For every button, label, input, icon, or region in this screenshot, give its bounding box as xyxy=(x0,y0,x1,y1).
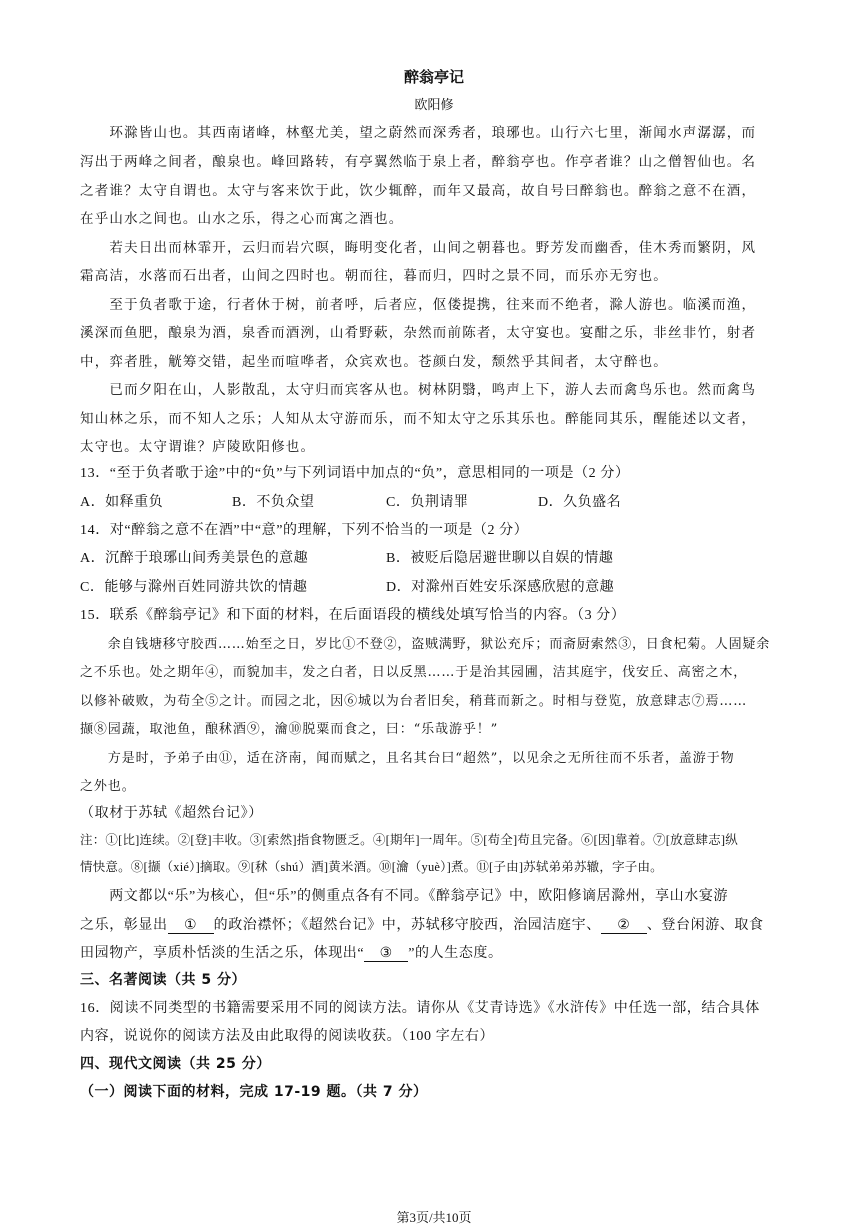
material-note: 注：①[比]连续。②[登]丰收。③[索然]指食物匮乏。④[期年]一周年。⑤[苟全]苟且完备。⑥[因]靠着。⑦[放意肆志]纵 xyxy=(80,833,738,847)
q15-blank-2[interactable]: ② xyxy=(601,919,647,934)
material-line: 余自钱塘移守胶西……始至之日，岁比①不登②，盗贼满野，狱讼充斥；而斋厨索然③，日食杞菊。人固疑余 xyxy=(80,637,771,652)
section-4-heading: 四、现代文阅读（共 25 分） xyxy=(80,1056,271,1072)
q13-option-c[interactable]: C．负荆请罪 xyxy=(386,495,469,510)
question-15-stem: 15．联系《醉翁亭记》和下面的材料，在后面语段的横线处填写恰当的内容。（3 分） xyxy=(80,608,626,623)
passage-line: 之者谁？太守自谓也。太守与客来饮于此，饮少辄醉，而年又最高，故自号曰醉翁也。醉翁之意不在酒， xyxy=(80,183,757,199)
material-line: 以修补破败，为苟全⑤之计。而园之北，因⑥城以为台者旧矣，稍葺而新之。时相与登览，放意肆志⑦焉…… xyxy=(80,694,748,709)
subsection-1-heading: （一）阅读下面的材料，完成 17-19 题。（共 7 分） xyxy=(80,1084,428,1100)
q15-paragraph-text: 之乐，彰显出 xyxy=(80,918,168,933)
question-14-stem: 14．对“醉翁之意不在酒”中“意”的理解，下列不恰当的一项是（2 分） xyxy=(80,523,529,538)
passage-line: 泻出于两峰之间者，酿泉也。峰回路转，有亭翼然临于泉上者，醉翁亭也。作亭者谁？山之僧智仙也。名 xyxy=(80,154,757,170)
material-line: 撷⑧园蔬，取池鱼，酿秫酒⑨，瀹⑩脱粟而食之，曰：“乐哉游乎！” xyxy=(80,722,499,737)
q13-option-a[interactable]: A．如释重负 xyxy=(80,495,164,510)
q15-paragraph-text: ”的人生态度。 xyxy=(408,946,503,961)
passage-author: 欧阳修 xyxy=(414,98,454,113)
q13-option-d[interactable]: D．久负盛名 xyxy=(538,495,622,510)
passage-line: 知山林之乐，而不知人之乐；人知从太守游而乐，而不知太守之乐其乐也。醉能同其乐，醒能述以文者， xyxy=(80,411,757,427)
passage-line: 已而夕阳在山，人影散乱，太守归而宾客从也。树林阴翳，鸣声上下，游人去而禽鸟乐也。然而禽鸟 xyxy=(80,382,757,398)
page-number: 第3页/共10页 xyxy=(396,1210,472,1225)
material-line: 之不乐也。处之期年④，而貌加丰，发之白者，日以反黑……于是治其园圃，洁其庭宇，伐安丘、高密之木， xyxy=(80,665,748,680)
passage-line: 若夫日出而林霏开，云归而岩穴暝，晦明变化者，山间之朝暮也。野芳发而幽香，佳木秀而繁阴，风 xyxy=(80,240,757,256)
question-16-line: 内容，说说你的阅读方法及由此取得的阅读收获。（100 字左右） xyxy=(80,1029,495,1044)
section-3-heading: 三、名著阅读（共 5 分） xyxy=(80,972,246,988)
material-line: 方是时，予弟子由⑪，适在济南，闻而赋之，且名其台曰“超然”，以见余之无所往而不乐者，盖游于物 xyxy=(80,751,735,766)
passage-line: 中，弈者胜，觥筹交错，起坐而喧哗者，众宾欢也。苍颜白发，颓然乎其间者，太守醉也。 xyxy=(80,354,668,370)
q15-paragraph-line xyxy=(80,914,764,934)
q14-option-d[interactable]: D．对滁州百姓安乐深感欣慰的意趣 xyxy=(386,580,615,595)
q15-blank-1[interactable]: ① xyxy=(168,919,214,934)
question-13-stem: 13．“至于负者歌于途”中的“负”与下列词语中加点的“负”，意思相同的一项是（2 分） xyxy=(80,466,630,481)
q15-paragraph-text: 的政治襟怀；《超然台记》中，苏轼移守胶西，治园洁庭宇、 xyxy=(213,918,601,933)
q14-option-c[interactable]: C．能够与滁州百姓同游共饮的情趣 xyxy=(80,580,308,595)
q14-option-a[interactable]: A．沉醉于琅琊山间秀美景色的意趣 xyxy=(80,551,309,566)
passage-line: 溪深而鱼肥，酿泉为酒，泉香而酒洌，山肴野蔌，杂然而前陈者，太守宴也。宴酣之乐，非丝非竹，射者 xyxy=(80,325,757,341)
material-line: 之外也。 xyxy=(80,779,136,794)
q14-option-b[interactable]: B．被贬后隐居避世聊以自娱的情趣 xyxy=(386,551,614,566)
passage-line: 环滁皆山也。其西南诸峰，林壑尤美，望之蔚然而深秀者，琅琊也。山行六七里，渐闻水声潺潺，而 xyxy=(80,125,757,141)
passage-line: 太守也。太守谓谁？庐陵欧阳修也。 xyxy=(80,439,316,455)
question-16-line: 16．阅读不同类型的书籍需要采用不同的阅读方法。请你从《艾青诗选》《水浒传》中任选一部，结合具体 xyxy=(80,1001,760,1016)
q15-paragraph-line: 两文都以“乐”为核心，但“乐”的侧重点各有不同。《醉翁亭记》中，欧阳修谪居滁州，享山水宴游 xyxy=(80,889,729,904)
passage-line: 至于负者歌于途，行者休于树，前者呼，后者应，伛偻提携，往来而不绝者，滁人游也。临溪而渔， xyxy=(80,297,757,313)
q15-paragraph-text: 、登台闲游、取食 xyxy=(646,918,764,933)
material-source: （取材于苏轼《超然台记》） xyxy=(80,806,263,821)
passage-title: 醉翁亭记 xyxy=(403,68,464,86)
q13-option-b[interactable]: B．不负众望 xyxy=(232,495,315,510)
q15-blank-3[interactable]: ③ xyxy=(364,947,408,962)
q15-paragraph-line xyxy=(80,942,503,962)
q15-paragraph-text: 田园物产，享质朴恬淡的生活之乐，体现出“ xyxy=(80,946,365,961)
passage-line: 霜高洁，水落而石出者，山间之四时也。朝而往，暮而归，四时之景不同，而乐亦无穷也。 xyxy=(80,268,668,284)
passage-line: 在乎山水之间也。山水之乐，得之心而寓之酒也。 xyxy=(80,211,404,227)
material-note: 情快意。⑧[撷（xié）]摘取。⑨[秫（shú）酒]黄米酒。⑩[瀹（yuè）]煮。⑪[子由]苏轼弟弟苏辙，字子由。 xyxy=(80,860,663,874)
